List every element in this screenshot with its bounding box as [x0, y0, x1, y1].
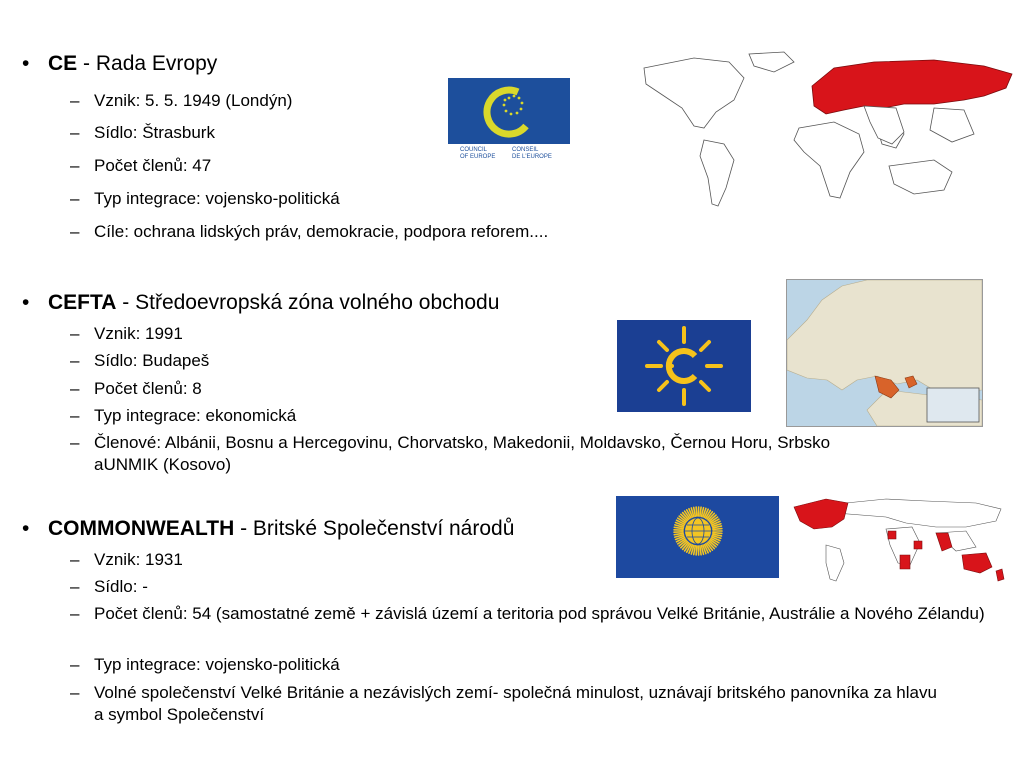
section-sep: - [116, 291, 136, 314]
item-text: Typ integrace: ekonomická [94, 406, 297, 425]
dash-icon: – [70, 406, 80, 425]
item-text: Cíle: ochrana lidských práv, demokracie, podpora reforem.... [94, 222, 549, 241]
section-abbr: CEFTA [48, 291, 117, 314]
item-text: Členové: Albánii, Bosnu a Hercegovinu, Chorvatsko, Makedonii, Moldavsko, Černou Horu, Srbsko aUNMIK (Kosovo) [94, 433, 831, 474]
section-abbr: COMMONWEALTH [48, 517, 235, 540]
logo-text-left [460, 147, 495, 161]
item-text: Vznik: 1931 [94, 550, 183, 569]
dash-icon: – [70, 604, 80, 623]
europe-map-image [787, 280, 982, 426]
item-text: Počet členů: 54 (samostatné země + závislá území a teritoria pod správou Velké Británie, Austrálie a Nového Zélandu) [94, 604, 985, 623]
dash-icon: – [70, 123, 80, 142]
dash-icon: – [70, 577, 80, 596]
logo-blue-field [448, 78, 570, 144]
logo-text-right [512, 147, 552, 161]
logo-text: DE L'EUROPE [512, 154, 552, 160]
dash-icon: – [70, 156, 80, 175]
commonwealth-flag [616, 496, 779, 578]
item-text: Počet členů: 8 [94, 379, 202, 398]
cefta-emblem-icon [617, 320, 751, 412]
dash-icon: – [70, 550, 80, 569]
item-text: Sídlo: - [94, 577, 148, 596]
logo-text: OF EUROPE [460, 154, 496, 160]
sun-ray [696, 507, 697, 516]
section-sep: - [77, 52, 96, 75]
dash-icon: – [70, 433, 80, 452]
bullet-icon: • [22, 517, 30, 540]
cefta-europe-map [786, 279, 983, 427]
item-text: Typ integrace: vojensko-politická [94, 189, 340, 208]
sun-ray [700, 546, 701, 555]
section-name: Britské Společenství národů [252, 517, 515, 540]
logo-text: CONSEIL [512, 147, 539, 153]
bullet-icon: • [22, 291, 30, 314]
item-text: Vznik: 5. 5. 1949 (Londýn) [94, 91, 293, 110]
world-map-image [634, 48, 1020, 210]
dash-icon: – [70, 91, 80, 110]
section-commonwealth-heading [22, 517, 514, 541]
dash-icon: – [70, 655, 80, 674]
item-text: Počet členů: 47 [94, 156, 212, 175]
dash-icon: – [70, 222, 80, 241]
council-of-europe-logo [448, 78, 570, 168]
sun-ray [700, 507, 701, 516]
dash-icon: – [70, 324, 80, 343]
section-abbr: CE [48, 52, 78, 75]
dash-icon: – [70, 189, 80, 208]
dash-icon: – [70, 351, 80, 370]
sun-ray [713, 533, 722, 534]
world-map-image [786, 493, 1010, 587]
logo-text: COUNCIL [460, 147, 488, 153]
item-text: Typ integrace: vojensko-politická [94, 655, 340, 674]
inset-world-map [927, 388, 979, 422]
dash-icon: – [70, 379, 80, 398]
section-name: Středoevropská zóna volného obchodu [135, 291, 500, 314]
member-area [812, 60, 1012, 114]
section-ce-heading [22, 52, 217, 76]
ce-member-world-map [634, 48, 1020, 210]
commonwealth-globe-icon [616, 496, 779, 578]
section-name: Rada Evropy [95, 52, 218, 75]
sun-ray [713, 529, 722, 530]
cefta-flag [617, 320, 751, 412]
item-text: Volné společenství Velké Británie a nezávislých zemí- společná minulost, uznávají britského panovníka za hlavu a symbol Společenství [94, 683, 937, 724]
item-text: Sídlo: Budapeš [94, 351, 210, 370]
ce-ring-icon [448, 78, 570, 144]
item-text: Vznik: 1991 [94, 324, 183, 343]
sun-ray [696, 546, 697, 555]
item-text: Sídlo: Štrasburk [94, 123, 215, 142]
commonwealth-world-map [786, 493, 1010, 587]
section-cefta-heading [22, 291, 499, 315]
section-sep: - [234, 517, 253, 540]
bullet-icon: • [22, 52, 30, 75]
dash-icon: – [70, 683, 80, 702]
